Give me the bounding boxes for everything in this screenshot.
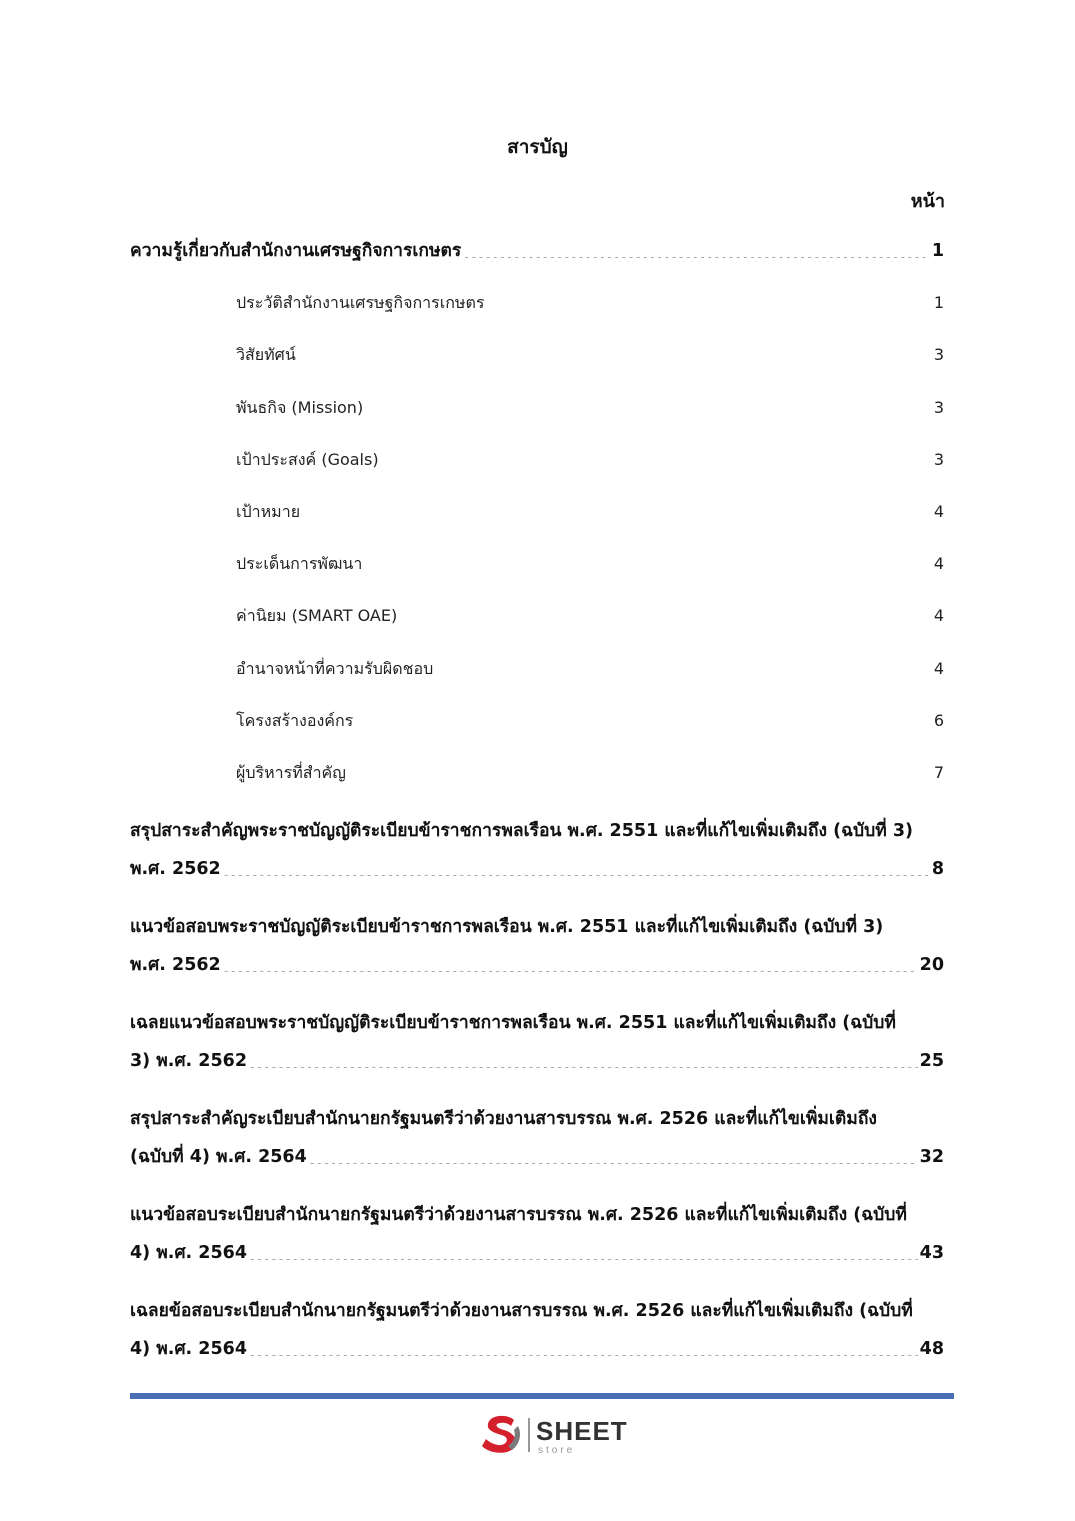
toc-page-number: 7 — [933, 762, 944, 782]
toc-entry-line2: 3) พ.ศ. 2562 — [130, 1051, 248, 1072]
toc-page-number: 48 — [919, 1339, 944, 1360]
dot-leader — [223, 955, 918, 973]
footer-divider — [130, 1393, 954, 1399]
toc-entry-text: ผู้บริหารที่สำคัญ — [236, 762, 346, 782]
toc-entry-text: พันธกิจ (Mission) — [236, 397, 364, 417]
toc-page-number: 6 — [933, 710, 944, 730]
toc-entry-text: อำนาจหน้าที่ความรับผิดชอบ — [236, 658, 434, 678]
toc-page-number: 4 — [933, 606, 944, 626]
toc-subentry[interactable] — [130, 497, 944, 549]
toc-entry-line1: เฉลยข้อสอบระเบียบสำนักนายกรัฐมนตรีว่าด้วยงานสารบรรณ พ.ศ. 2526 และที่แก้ไขเพิ่มเติมถึง (ฉบับที่ — [130, 1301, 913, 1322]
toc-long-entry[interactable] — [130, 912, 944, 1002]
dot-leader — [365, 399, 932, 415]
dot-leader — [249, 1243, 918, 1261]
toc-entry-line1: แนวข้อสอบพระราชบัญญัติระเบียบข้าราชการพลเรือน พ.ศ. 2551 และที่แก้ไขเพิ่มเติมถึง (ฉบับที่ 3) — [130, 917, 884, 938]
table-of-contents — [130, 236, 944, 1386]
toc-entry-text: โครงสร้างองค์กร — [236, 710, 354, 730]
dot-leader — [298, 346, 932, 362]
toc-entry-text: ความรู้เกี่ยวกับสำนักงานเศรษฐกิจการเกษตร — [130, 241, 462, 261]
toc-subentry[interactable] — [130, 654, 944, 706]
dot-leader — [348, 764, 932, 780]
toc-page-number: 20 — [919, 955, 944, 976]
toc-subentry[interactable] — [130, 340, 944, 392]
toc-page-number: 4 — [933, 501, 944, 521]
toc-long-entry[interactable] — [130, 1008, 944, 1098]
toc-long-entry[interactable] — [130, 816, 944, 906]
toc-entry-text: เป้าหมาย — [236, 501, 301, 521]
sheet-store-logo — [478, 1412, 628, 1458]
toc-entry-line1: แนวข้อสอบระเบียบสำนักนายกรัฐมนตรีว่าด้วยงานสารบรรณ พ.ศ. 2526 และที่แก้ไขเพิ่มเติมถึง (ฉบับที่ — [130, 1205, 907, 1226]
toc-entry[interactable] — [130, 236, 944, 288]
logo-word: SHEET — [536, 1416, 628, 1446]
dot-leader — [399, 607, 932, 623]
toc-page-number: 32 — [919, 1147, 944, 1168]
toc-entry-line2: พ.ศ. 2562 — [130, 955, 221, 976]
toc-entry-text: เป้าประสงค์ (Goals) — [236, 449, 379, 469]
dot-leader — [435, 660, 932, 676]
logo-subtext: store — [538, 1445, 576, 1456]
dot-leader — [355, 712, 932, 728]
toc-page-number: 8 — [931, 859, 944, 880]
toc-entry-line1: สรุปสาระสำคัญพระราชบัญญัติระเบียบข้าราชการพลเรือน พ.ศ. 2551 และที่แก้ไขเพิ่มเติมถึง (ฉบับที่ 3) — [130, 821, 914, 842]
toc-entry-line2: 4) พ.ศ. 2564 — [130, 1339, 248, 1360]
toc-page-number: 1 — [931, 241, 944, 261]
logo-s-icon — [478, 1412, 526, 1458]
toc-page-number: 4 — [933, 554, 944, 574]
toc-page-number: 1 — [933, 293, 944, 313]
toc-page-number: 4 — [933, 658, 944, 678]
toc-page-number: 3 — [933, 345, 944, 365]
page-column-label: หน้า — [910, 191, 945, 212]
toc-entry-line2: (ฉบับที่ 4) พ.ศ. 2564 — [130, 1147, 307, 1168]
dot-leader — [302, 503, 932, 519]
dot-leader — [309, 1147, 918, 1165]
toc-subentry[interactable] — [130, 288, 944, 340]
dot-leader — [249, 1339, 918, 1357]
dot-leader — [223, 859, 930, 877]
dot-leader — [249, 1051, 918, 1069]
dot-leader — [463, 241, 930, 259]
toc-entry-text: วิสัยทัศน์ — [236, 345, 296, 365]
dot-leader — [381, 451, 932, 467]
toc-page-number: 43 — [919, 1243, 944, 1264]
toc-entry-text: ค่านิยม (SMART OAE) — [236, 606, 398, 626]
dot-leader — [364, 555, 931, 571]
toc-subentry[interactable] — [130, 445, 944, 497]
toc-subentry[interactable] — [130, 758, 944, 810]
toc-entry-line2: 4) พ.ศ. 2564 — [130, 1243, 248, 1264]
toc-long-entry[interactable] — [130, 1104, 944, 1194]
toc-subentry[interactable] — [130, 393, 944, 445]
toc-entry-line2: พ.ศ. 2562 — [130, 859, 221, 880]
toc-long-entry[interactable] — [130, 1296, 944, 1386]
toc-long-entry[interactable] — [130, 1200, 944, 1290]
toc-page-number: 3 — [933, 397, 944, 417]
dot-leader — [486, 294, 931, 310]
toc-entry-line1: สรุปสาระสำคัญระเบียบสำนักนายกรัฐมนตรีว่าด้วยงานสารบรรณ พ.ศ. 2526 และที่แก้ไขเพิ่มเติมถึง — [130, 1109, 877, 1130]
toc-entry-text: ประเด็นการพัฒนา — [236, 554, 363, 574]
toc-subentry[interactable] — [130, 706, 944, 758]
toc-page-number: 3 — [933, 449, 944, 469]
toc-subentry[interactable] — [130, 549, 944, 601]
logo-divider — [528, 1418, 530, 1452]
toc-entry-line1: เฉลยแนวข้อสอบพระราชบัญญัติระเบียบข้าราชการพลเรือน พ.ศ. 2551 และที่แก้ไขเพิ่มเติมถึง (ฉบับที่ — [130, 1013, 896, 1034]
toc-subentry[interactable] — [130, 601, 944, 653]
toc-page-number: 25 — [919, 1051, 944, 1072]
toc-entry-text: ประวัติสำนักงานเศรษฐกิจการเกษตร — [236, 293, 485, 313]
page-title: สารบัญ — [507, 136, 568, 158]
